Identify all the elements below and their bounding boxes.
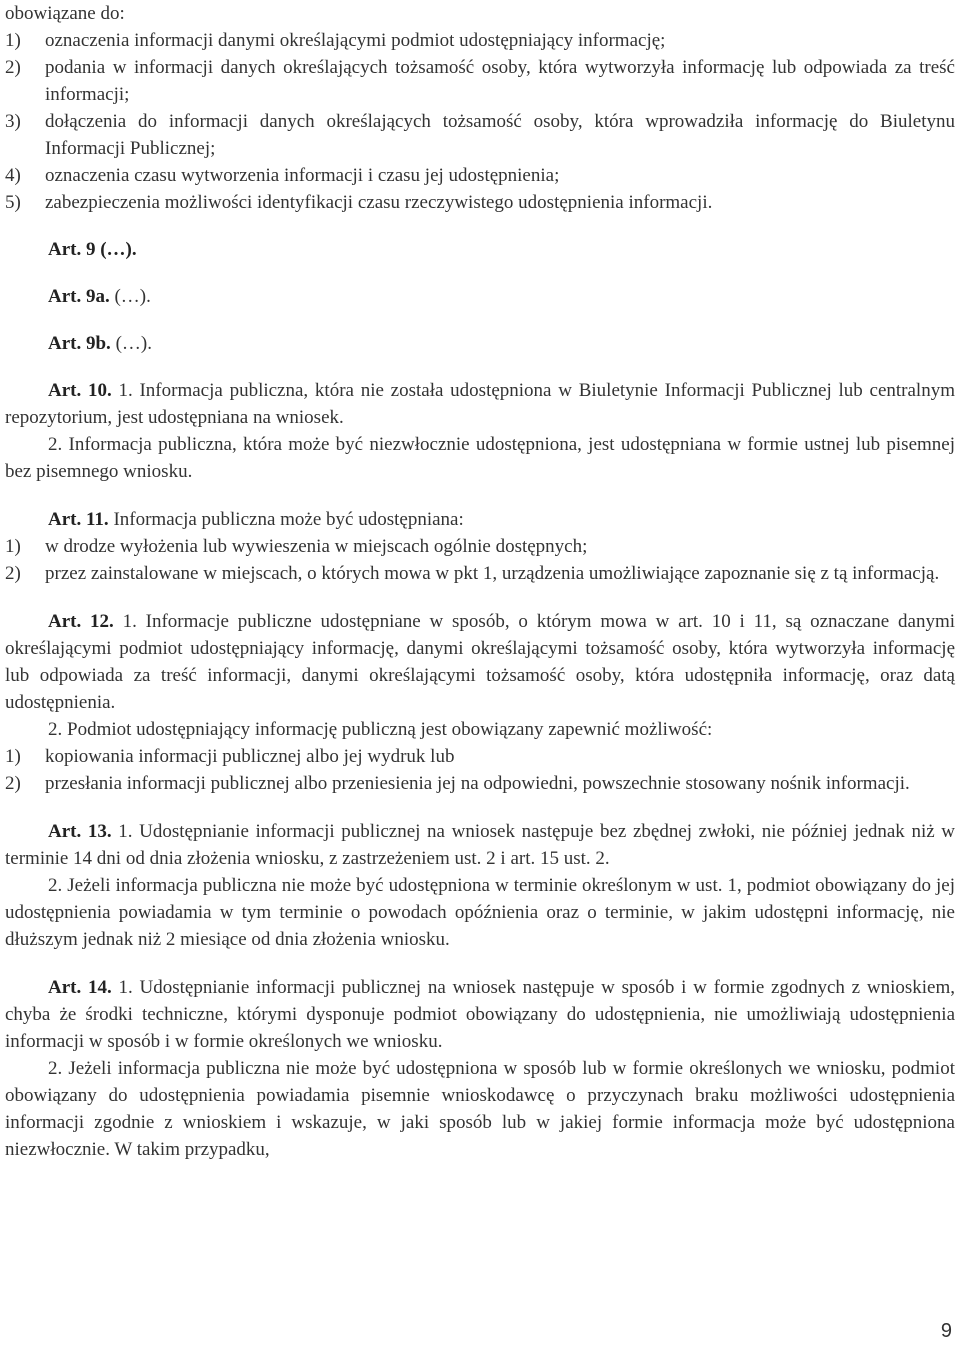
paragraph-text: 2. Podmiot udostępniający informację publiczną jest obowiązany zapewnić możliwość:: [48, 719, 713, 740]
list-item-number: 1): [5, 30, 21, 51]
list-item-number: 2): [5, 563, 21, 584]
article-omission: (…).: [95, 239, 137, 260]
article-14-paragraph-1: [5, 974, 955, 1055]
intro-line: obowiązane do:: [5, 3, 125, 24]
article-11-paragraph: [5, 506, 955, 533]
article-label: Art. 9: [48, 239, 96, 260]
list-item-number: 1): [5, 746, 21, 767]
list-item-text: zabezpieczenia możliwości identyfikacji czasu rzeczywistego udostępnienia informacji.: [45, 192, 713, 213]
list-item-number: 1): [5, 536, 21, 557]
list-item-number: 2): [5, 57, 21, 78]
document-body: [5, 0, 955, 1163]
article-14-paragraph-2: [5, 1055, 955, 1163]
list-item-number: 3): [5, 111, 21, 132]
paragraph-text: 1. Informacje publiczne udostępniane w sposób, o którym mowa w art. 10 i 11, są oznaczane danymi określającymi podmiot udostępniający informację, danymi określającymi tożsamość osoby, która wytworzyła informację lub odpowiada za treść informacji, danymi określającymi tożsamość osoby, która udostępniła informację, oraz datą udostępnienia.: [5, 611, 956, 713]
article-10-paragraph-1: [5, 377, 955, 431]
list-item: [5, 189, 955, 216]
article-9a-heading: [5, 283, 955, 310]
list-item-text: kopiowania informacji publicznej albo jej wydruk lub: [45, 746, 455, 767]
article-label: Art. 13.: [48, 821, 112, 842]
list-item: [5, 162, 955, 189]
paragraph-text: 1. Udostępnianie informacji publicznej na wniosek następuje w sposób i w formie zgodnych z wnioskiem, chyba że środki techniczne, którymi dysponuje podmiot obowiązany do udostępnienia, nie umożliwiają udostępnienia informacji w sposób i w formie określonych we wniosku.: [5, 977, 956, 1052]
list-item: [5, 533, 955, 560]
page-number: 9: [940, 1320, 952, 1342]
article-13-paragraph-2: [5, 872, 955, 953]
list-item-number: 5): [5, 192, 21, 213]
article-9-heading: [5, 236, 955, 263]
article-label: Art. 14.: [48, 977, 112, 998]
list-item-text: przez zainstalowane w miejscach, o których mowa w pkt 1, urządzenia umożliwiające zapoznanie się z tą informacją.: [45, 563, 940, 584]
list-item-text: podania w informacji danych określających tożsamość osoby, która wytworzyła informację lub odpowiada za treść informacji;: [45, 57, 955, 105]
list-obligations: [5, 27, 955, 216]
list-item-text: w drodze wyłożenia lub wywieszenia w miejscach ogólnie dostępnych;: [45, 536, 588, 557]
article-label: Art. 11.: [48, 509, 109, 530]
paragraph-text: 2. Jeżeli informacja publiczna nie może być udostępniona w sposób lub w formie określonych we wniosku, podmiot obowiązany do udostępnienia powiadamia pisemnie wnioskodawcę o przyczynach braku możliwości udostępnienia informacji zgodnie z wnioskiem i wskazuje, w jaki sposób lub w jakiej formie informacja może być udostępniona niezwłocznie. W takim przypadku,: [5, 1058, 955, 1160]
article-12-paragraph-1: [5, 608, 955, 716]
list-item-text: dołączenia do informacji danych określających tożsamość osoby, która wprowadziła informację do Biuletynu Informacji Publicznej;: [45, 111, 955, 159]
list-item: [5, 27, 955, 54]
list-item-text: oznaczenia czasu wytworzenia informacji i czasu jej udostępnienia;: [45, 165, 560, 186]
article-label: Art. 12.: [48, 611, 114, 632]
article-label: Art. 9b.: [48, 333, 111, 354]
paragraph-text: 1. Informacja publiczna, która nie została udostępniona w Biuletynie Informacji Publicznej lub centralnym repozytorium, jest udostępniana na wniosek.: [5, 380, 955, 428]
paragraph-text: 1. Udostępnianie informacji publicznej na wniosek następuje bez zbędnej zwłoki, nie później jednak niż w terminie 14 dni od dnia złożenia wniosku, z zastrzeżeniem ust. 2 i art. 15 ust. 2.: [5, 821, 956, 869]
article-omission: (…).: [109, 286, 151, 307]
list-item: [5, 108, 955, 162]
paragraph-text: 2. Jeżeli informacja publiczna nie może być udostępniona w terminie określonym w ust. 1, podmiot obowiązany do jej udostępnienia powiadamia w tym terminie o powodach opóźnienia oraz o terminie, w jakim udostępni informację, nie dłuższym jednak niż 2 miesiące od dnia złożenia wniosku.: [5, 875, 955, 950]
article-9b-heading: [5, 330, 955, 357]
list-item-text: oznaczenia informacji danymi określającymi podmiot udostępniający informację;: [45, 30, 666, 51]
paragraph-text: Informacja publiczna może być udostępniana:: [108, 509, 464, 530]
article-13-paragraph-1: [5, 818, 955, 872]
article-label: Art. 9a.: [48, 286, 110, 307]
article-label: Art. 10.: [48, 380, 112, 401]
article-10-paragraph-2: [5, 431, 955, 485]
paragraph-text: 2. Informacja publiczna, która może być niezwłocznie udostępniona, jest udostępniana w formie ustnej lub pisemnej bez pisemnego wniosku.: [5, 434, 955, 482]
list-item: [5, 54, 955, 108]
list-item: [5, 770, 955, 797]
article-12-paragraph-2: [5, 716, 955, 743]
list-item-number: 4): [5, 165, 21, 186]
list-item-number: 2): [5, 773, 21, 794]
list-item-text: przesłania informacji publicznej albo przeniesienia jej na odpowiedni, powszechnie stosowany nośnik informacji.: [45, 773, 910, 794]
list-item: [5, 743, 955, 770]
list-item: [5, 560, 955, 587]
article-omission: (…).: [110, 333, 152, 354]
